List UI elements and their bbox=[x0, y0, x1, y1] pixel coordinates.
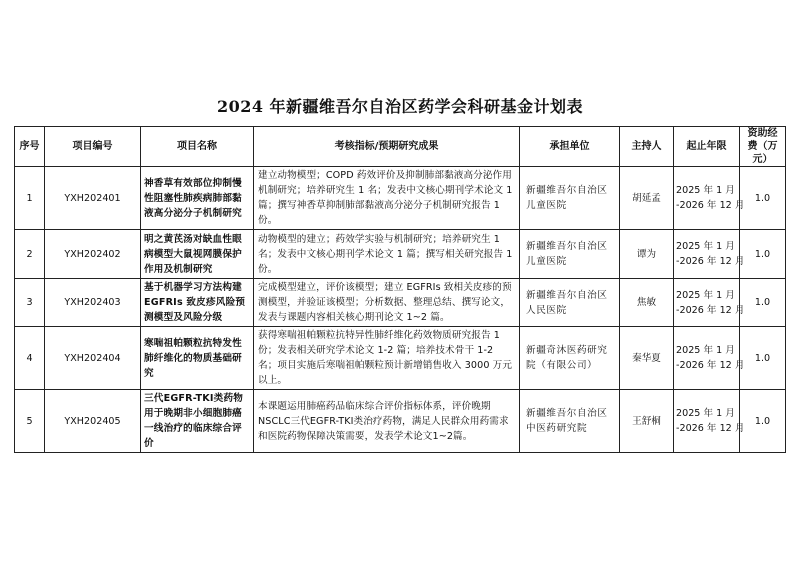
period-start: 2025 年 1 月 bbox=[676, 241, 735, 252]
cell-project-name: 神香草有效部位抑制慢性阻塞性肺疾病肺部黏液高分泌分子机制研究 bbox=[141, 167, 254, 230]
cell-seq: 1 bbox=[15, 167, 45, 230]
cell-seq: 2 bbox=[15, 230, 45, 279]
cell-host: 秦华夏 bbox=[620, 327, 674, 390]
table-row bbox=[15, 327, 786, 390]
period-end: -2026 年 12 月 bbox=[676, 423, 745, 434]
cell-period bbox=[674, 327, 745, 390]
cell-code: YXH202401 bbox=[45, 167, 141, 230]
cell-funding: 1.0 bbox=[740, 167, 786, 230]
cell-project-name: 基于机器学习方法构建 EGFRIs 致皮疹风险预测模型及风险分级 bbox=[141, 279, 254, 327]
cell-period bbox=[674, 167, 745, 230]
cell-period bbox=[674, 230, 745, 279]
cell-funding: 1.0 bbox=[740, 279, 786, 327]
cell-seq: 4 bbox=[15, 327, 45, 390]
header-funding: 资助经费（万元） bbox=[740, 127, 786, 167]
table-row bbox=[15, 230, 786, 279]
cell-host: 王舒桐 bbox=[620, 390, 674, 453]
header-host: 主持人 bbox=[620, 127, 674, 167]
cell-code: YXH202405 bbox=[45, 390, 141, 453]
header-seq: 序号 bbox=[15, 127, 45, 167]
cell-unit: 新疆维吾尔自治区中医药研究院 bbox=[520, 390, 620, 453]
cell-indicators: 本课题运用肺癌药品临床综合评价指标体系，评价晚期 NSCLC三代EGFR-TKI类治疗药物，满足人民群众用药需求和医院药物保障决策需要，发表学术论文1~2篇。 bbox=[254, 390, 520, 453]
cell-period bbox=[674, 279, 745, 327]
cell-indicators: 获得寒喘祖帕颗粒抗特异性肺纤维化药效物质研究报告 1 份；发表相关研究学术论文 1-2 篇；培养技术骨干 1-2 名；项目实施后寒喘祖帕颗粒预计新增销售收入 3000 万元以上。 bbox=[254, 327, 520, 390]
cell-project-name: 寒喘祖帕颗粒抗特发性肺纤维化的物质基础研究 bbox=[141, 327, 254, 390]
cell-seq: 3 bbox=[15, 279, 45, 327]
cell-indicators: 完成模型建立，评价该模型；建立 EGFRIs 致相关皮疹的预测模型，并验证该模型；分析数据、整理总结、撰写论文，发表与课题内容相关核心期刊论文 1~2 篇。 bbox=[254, 279, 520, 327]
cell-indicators: 建立动物模型；COPD 药效评价及抑制肺部黏液高分泌作用机制研究；培养研究生 1 名；发表中文核心期刊学术论文 1 篇；撰写神香草抑制肺部黏液高分泌分子机制研究报告 1 份。 bbox=[254, 167, 520, 230]
cell-code: YXH202404 bbox=[45, 327, 141, 390]
cell-code: YXH202402 bbox=[45, 230, 141, 279]
cell-funding: 1.0 bbox=[740, 230, 786, 279]
document-title: 2024 年新疆维吾尔自治区药学会科研基金计划表 bbox=[216, 97, 584, 116]
table-row bbox=[15, 279, 786, 327]
table-row bbox=[15, 390, 786, 453]
period-end: -2026 年 12 月 bbox=[676, 200, 745, 211]
table-header-row bbox=[15, 127, 786, 167]
period-start: 2025 年 1 月 bbox=[676, 289, 735, 301]
cell-unit: 新疆维吾尔自治区儿童医院 bbox=[520, 167, 620, 230]
cell-host: 焦敏 bbox=[620, 279, 674, 327]
cell-unit: 新疆维吾尔自治区人民医院 bbox=[520, 279, 620, 327]
header-unit: 承担单位 bbox=[520, 127, 620, 167]
cell-code: YXH202403 bbox=[45, 279, 141, 327]
period-end: -2026 年 12 月 bbox=[676, 256, 745, 267]
cell-period bbox=[674, 390, 745, 453]
cell-unit: 新疆维吾尔自治区儿童医院 bbox=[520, 230, 620, 279]
cell-funding: 1.0 bbox=[740, 390, 786, 453]
header-period: 起止年限 bbox=[674, 127, 740, 167]
period-end: -2026 年 12 月 bbox=[676, 304, 745, 316]
table-row bbox=[15, 167, 786, 230]
cell-project-name: 三代EGFR-TKI类药物用于晚期非小细胞肺癌一线治疗的临床综合评价 bbox=[141, 390, 254, 453]
period-end: -2026 年 12 月 bbox=[676, 360, 745, 371]
cell-unit: 新疆奇沐医药研究院（有限公司） bbox=[520, 327, 620, 390]
cell-funding: 1.0 bbox=[740, 327, 786, 390]
cell-seq: 5 bbox=[15, 390, 45, 453]
funding-plan-table bbox=[14, 126, 786, 453]
period-start: 2025 年 1 月 bbox=[676, 185, 735, 196]
cell-project-name: 明之黄芪汤对缺血性眼病模型大鼠视网膜保护作用及机制研究 bbox=[141, 230, 254, 279]
period-start: 2025 年 1 月 bbox=[676, 345, 735, 356]
period-start: 2025 年 1 月 bbox=[676, 408, 735, 419]
header-name: 项目名称 bbox=[141, 127, 254, 167]
cell-host: 胡延孟 bbox=[620, 167, 674, 230]
cell-host: 谭为 bbox=[620, 230, 674, 279]
header-code: 项目编号 bbox=[45, 127, 141, 167]
header-indicators: 考核指标/预期研究成果 bbox=[254, 127, 520, 167]
cell-indicators: 动物模型的建立；药效学实验与机制研究；培养研究生 1 名；发表中文核心期刊学术论文 1 篇；撰写相关研究报告 1 份。 bbox=[254, 230, 520, 279]
